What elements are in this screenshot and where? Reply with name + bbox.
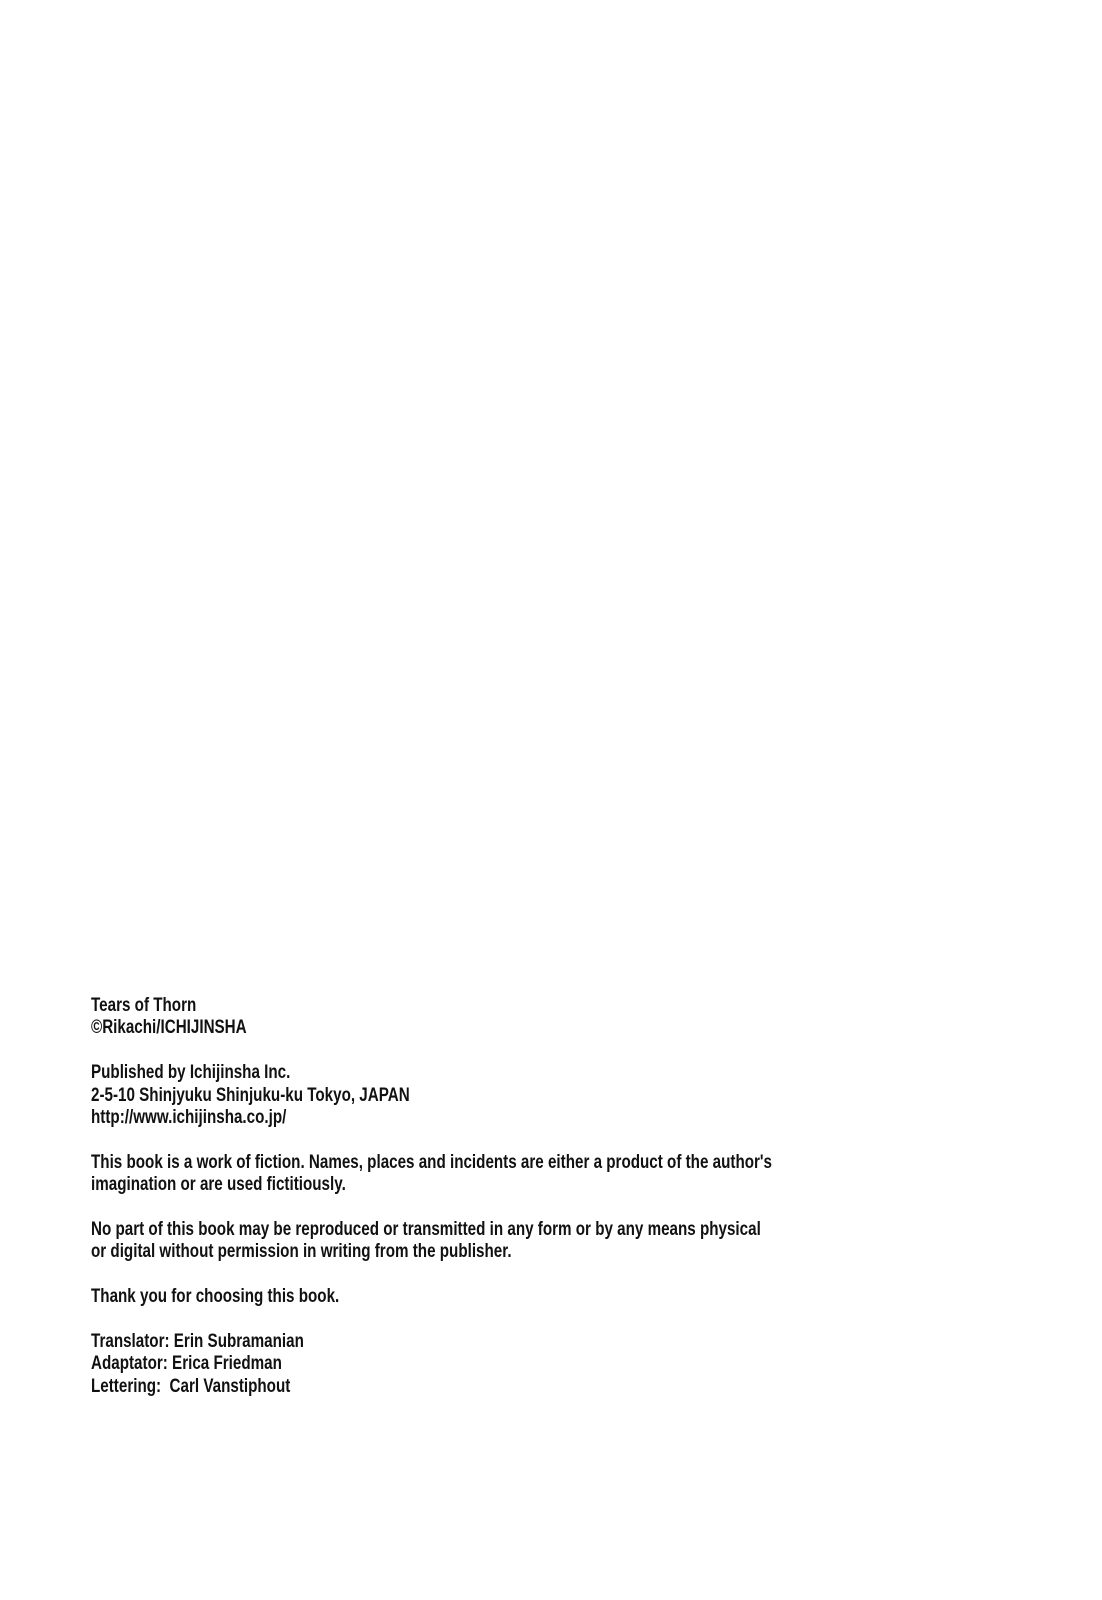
thanks-line: Thank you for choosing this book.	[91, 1286, 340, 1308]
copyright-line: ©Rikachi/ICHIJINSHA	[91, 1017, 247, 1039]
credit-translator: Translator: Erin Subramanian	[91, 1331, 304, 1353]
book-title: Tears of Thorn	[91, 995, 197, 1016]
fiction-notice-line: imagination or are used fictitiously.	[91, 1174, 346, 1196]
publisher-name: Published by Ichijinsha Inc.	[91, 1062, 291, 1084]
fiction-notice-line: This book is a work of fiction. Names, places and incidents are either a product of the author's	[91, 1151, 772, 1173]
copyright-page-text	[91, 995, 772, 1398]
publisher-address: 2-5-10 Shinjyuku Shinjuku-ku Tokyo, JAPAN	[91, 1084, 410, 1106]
rights-notice-line: No part of this book may be reproduced or transmitted in any form or by any means physical	[91, 1219, 761, 1241]
publisher-url: http://www.ichijinsha.co.jp/	[91, 1107, 287, 1129]
rights-notice-line: or digital without permission in writing from the publisher.	[91, 1241, 512, 1263]
credit-adaptator: Adaptator: Erica Friedman	[91, 1353, 282, 1375]
credit-lettering: Lettering: Carl Vanstiphout	[91, 1375, 291, 1397]
